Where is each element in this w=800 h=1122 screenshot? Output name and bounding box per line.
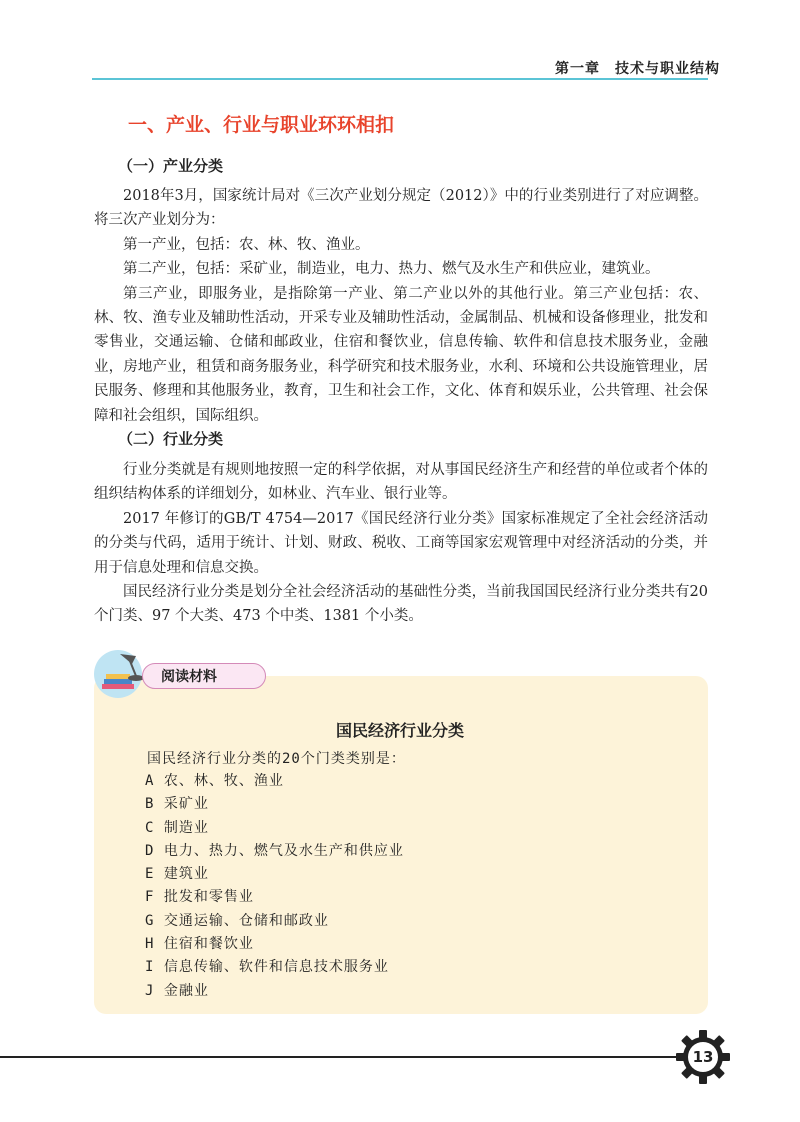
reading-label: 阅读材料	[142, 663, 266, 689]
subsection-title-sector: （二）行业分类	[118, 430, 224, 448]
list-item: H 住宿和餐饮业	[145, 936, 254, 953]
list-item: G 交通运输、仓储和邮政业	[145, 912, 329, 929]
list-item: E 建筑业	[145, 866, 209, 883]
category-list	[145, 770, 404, 1003]
list-item: A 农、林、牧、渔业	[145, 773, 284, 789]
list-item: D 电力、热力、燃气及水生产和供应业	[145, 842, 404, 859]
subsection-title-industry: （一）产业分类	[118, 157, 224, 175]
list-item: F 批发和零售业	[145, 889, 254, 906]
section-title: 一、产业、行业与职业环环相扣	[128, 114, 395, 136]
sector-paragraphs	[94, 458, 708, 629]
industry-paragraphs	[94, 184, 708, 428]
reading-intro: 国民经济行业分类的20个门类类别是：	[147, 751, 406, 767]
paragraph: 国民经济行业分类是划分全社会经济活动的基础性分类，当前我国国民经济行业分类共有20 个门类、97 个大类、473 个中类、1381 个小类。	[94, 584, 708, 625]
header-divider	[92, 78, 708, 80]
page-number: 13	[692, 1048, 714, 1066]
paragraph: 第一产业，包括：农、林、牧、渔业。	[123, 236, 370, 253]
reading-title: 国民经济行业分类	[335, 721, 464, 740]
paragraph: 2018年3月，国家统计局对《三次产业划分规定（2012）》中的行业类别进行了对应调整。将三次产业划分为：	[94, 188, 708, 229]
footer-divider	[0, 1056, 716, 1058]
paragraph: 行业分类就是有规则地按照一定的科学依据，对从事国民经济生产和经营的单位或者个体的组织结构体系的详细划分，如林业、汽车业、银行业等。	[94, 462, 708, 503]
list-item: J 金融业	[145, 982, 209, 999]
list-item: C 制造业	[145, 819, 209, 836]
paragraph: 第三产业，即服务业，是指除第一产业、第二产业以外的其他行业。第三产业包括：农、林、牧、渔专业及辅助性活动，开采专业及辅助性活动，金属制品、机械和设备修理业，批发和零售业，交通运输、仓储和邮政业，住宿和餐饮业，信息传输、软件和信息技术服务业，金融业，房地产业，租赁和商务服务业，科学研究和技术服务业，水利、环境和公共设施管理业，居民服务、修理和其他服务业，教育，卫生和社会工作，文化、体育和娱乐业，公共管理、社会保障和社会组织，国际组织。	[94, 285, 708, 424]
chapter-header: 第一章 技术与职业结构	[555, 61, 720, 77]
paragraph: 2017 年修订的GB/T 4754—2017《国民经济行业分类》国家标准规定了全社会经济活动的分类与代码，适用于统计、计划、财政、税收、工商等国家宏观管理中对经济活动的分类，并用于信息处理和信息交换。	[94, 510, 708, 576]
paragraph: 第二产业，包括：采矿业，制造业，电力、热力、燃气及水生产和供应业，建筑业。	[123, 261, 660, 278]
list-item: B 采矿业	[145, 796, 209, 813]
list-item: I 信息传输、软件和信息技术服务业	[145, 959, 389, 976]
